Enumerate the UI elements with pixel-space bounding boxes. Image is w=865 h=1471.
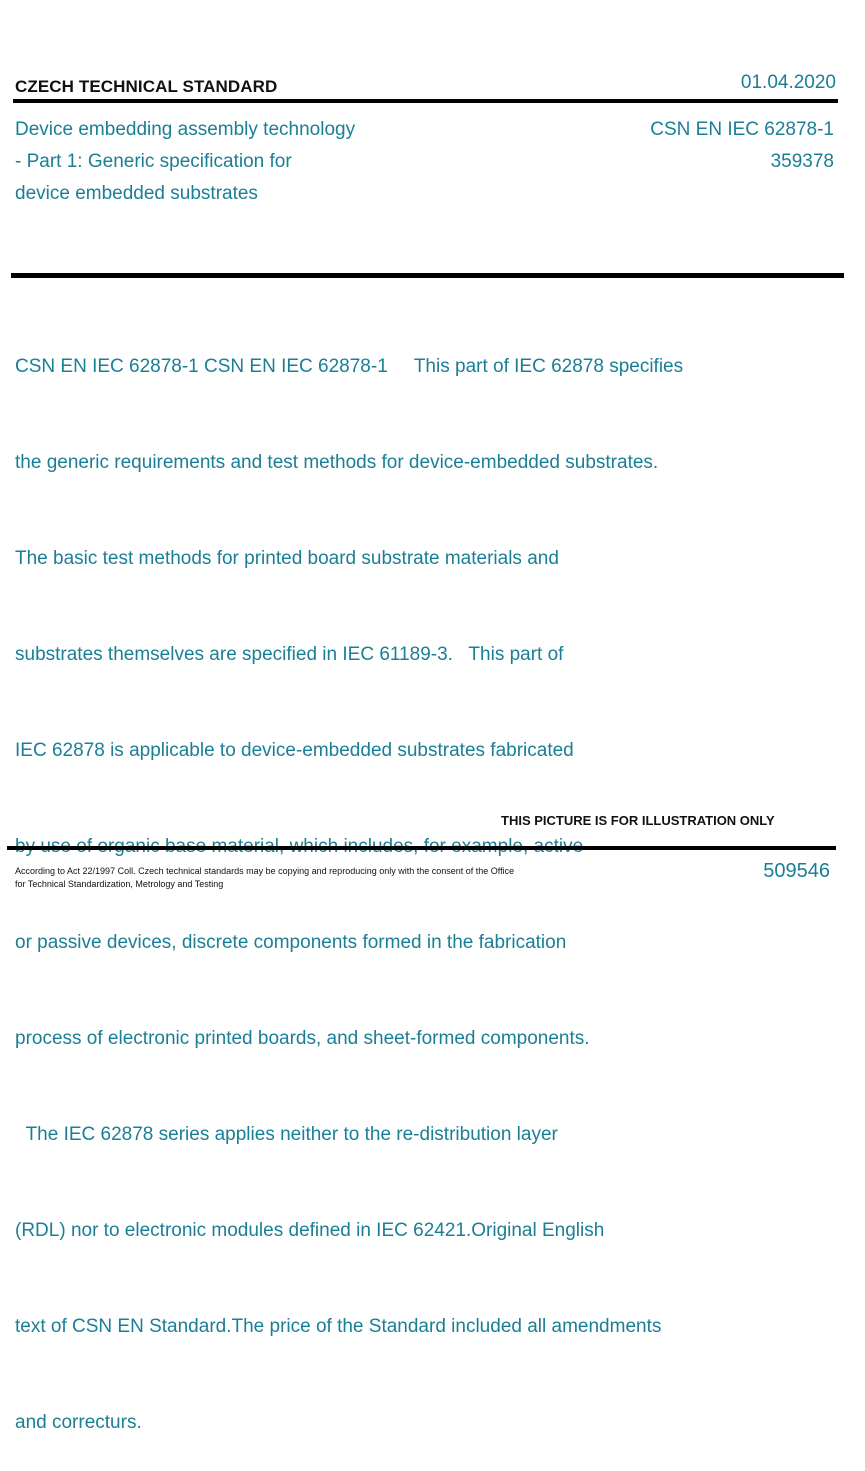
description-line: CSN EN IEC 62878-1 CSN EN IEC 62878-1 This part of IEC 62878 specifies — [15, 356, 684, 377]
catalog-number: 359378 — [770, 151, 834, 172]
description-line: The basic test methods for printed board substrate materials and — [15, 548, 559, 569]
description-line: The IEC 62878 series applies neither to the re-distribution layer — [15, 1124, 558, 1145]
title-line: - Part 1: Generic specification for — [15, 151, 292, 172]
description-line: substrates themselves are specified in IEC 61189-3. This part of — [15, 644, 564, 665]
title-line: Device embedding assembly technology — [15, 119, 356, 140]
document-number: 509546 — [763, 860, 830, 882]
legal-notice — [15, 865, 595, 890]
standard-type-label: CZECH TECHNICAL STANDARD — [15, 77, 278, 96]
standard-title — [15, 114, 455, 210]
description-line: IEC 62878 is applicable to device-embedded substrates fabricated — [15, 740, 574, 761]
description-line: text of CSN EN Standard.The price of the Standard included all amendments — [15, 1316, 662, 1337]
description-line: the generic requirements and test methods for device-embedded substrates. — [15, 452, 659, 473]
title-divider — [11, 273, 844, 278]
description-line: (RDL) nor to electronic modules defined in IEC 62421.Original English — [15, 1220, 605, 1241]
legal-notice-line: According to Act 22/1997 Coll. Czech technical standards may be copying and reproducing only with the consent of the Office — [15, 866, 515, 876]
legal-notice-line: for Technical Standardization, Metrology and Testing — [15, 878, 224, 889]
standard-designation: CSN EN IEC 62878-1 — [650, 119, 834, 140]
description-line: and correcturs. — [15, 1412, 142, 1433]
header-divider — [13, 99, 838, 103]
illustration-disclaimer: THIS PICTURE IS FOR ILLUSTRATION ONLY — [501, 813, 775, 828]
footer-divider — [7, 846, 836, 850]
publication-date: 01.04.2020 — [740, 72, 836, 93]
description-line: or passive devices, discrete components formed in the fabrication — [15, 932, 567, 953]
title-line: device embedded substrates — [15, 183, 258, 204]
standard-identifiers — [650, 114, 834, 178]
description-line: process of electronic printed boards, and sheet-formed components. — [15, 1028, 590, 1049]
